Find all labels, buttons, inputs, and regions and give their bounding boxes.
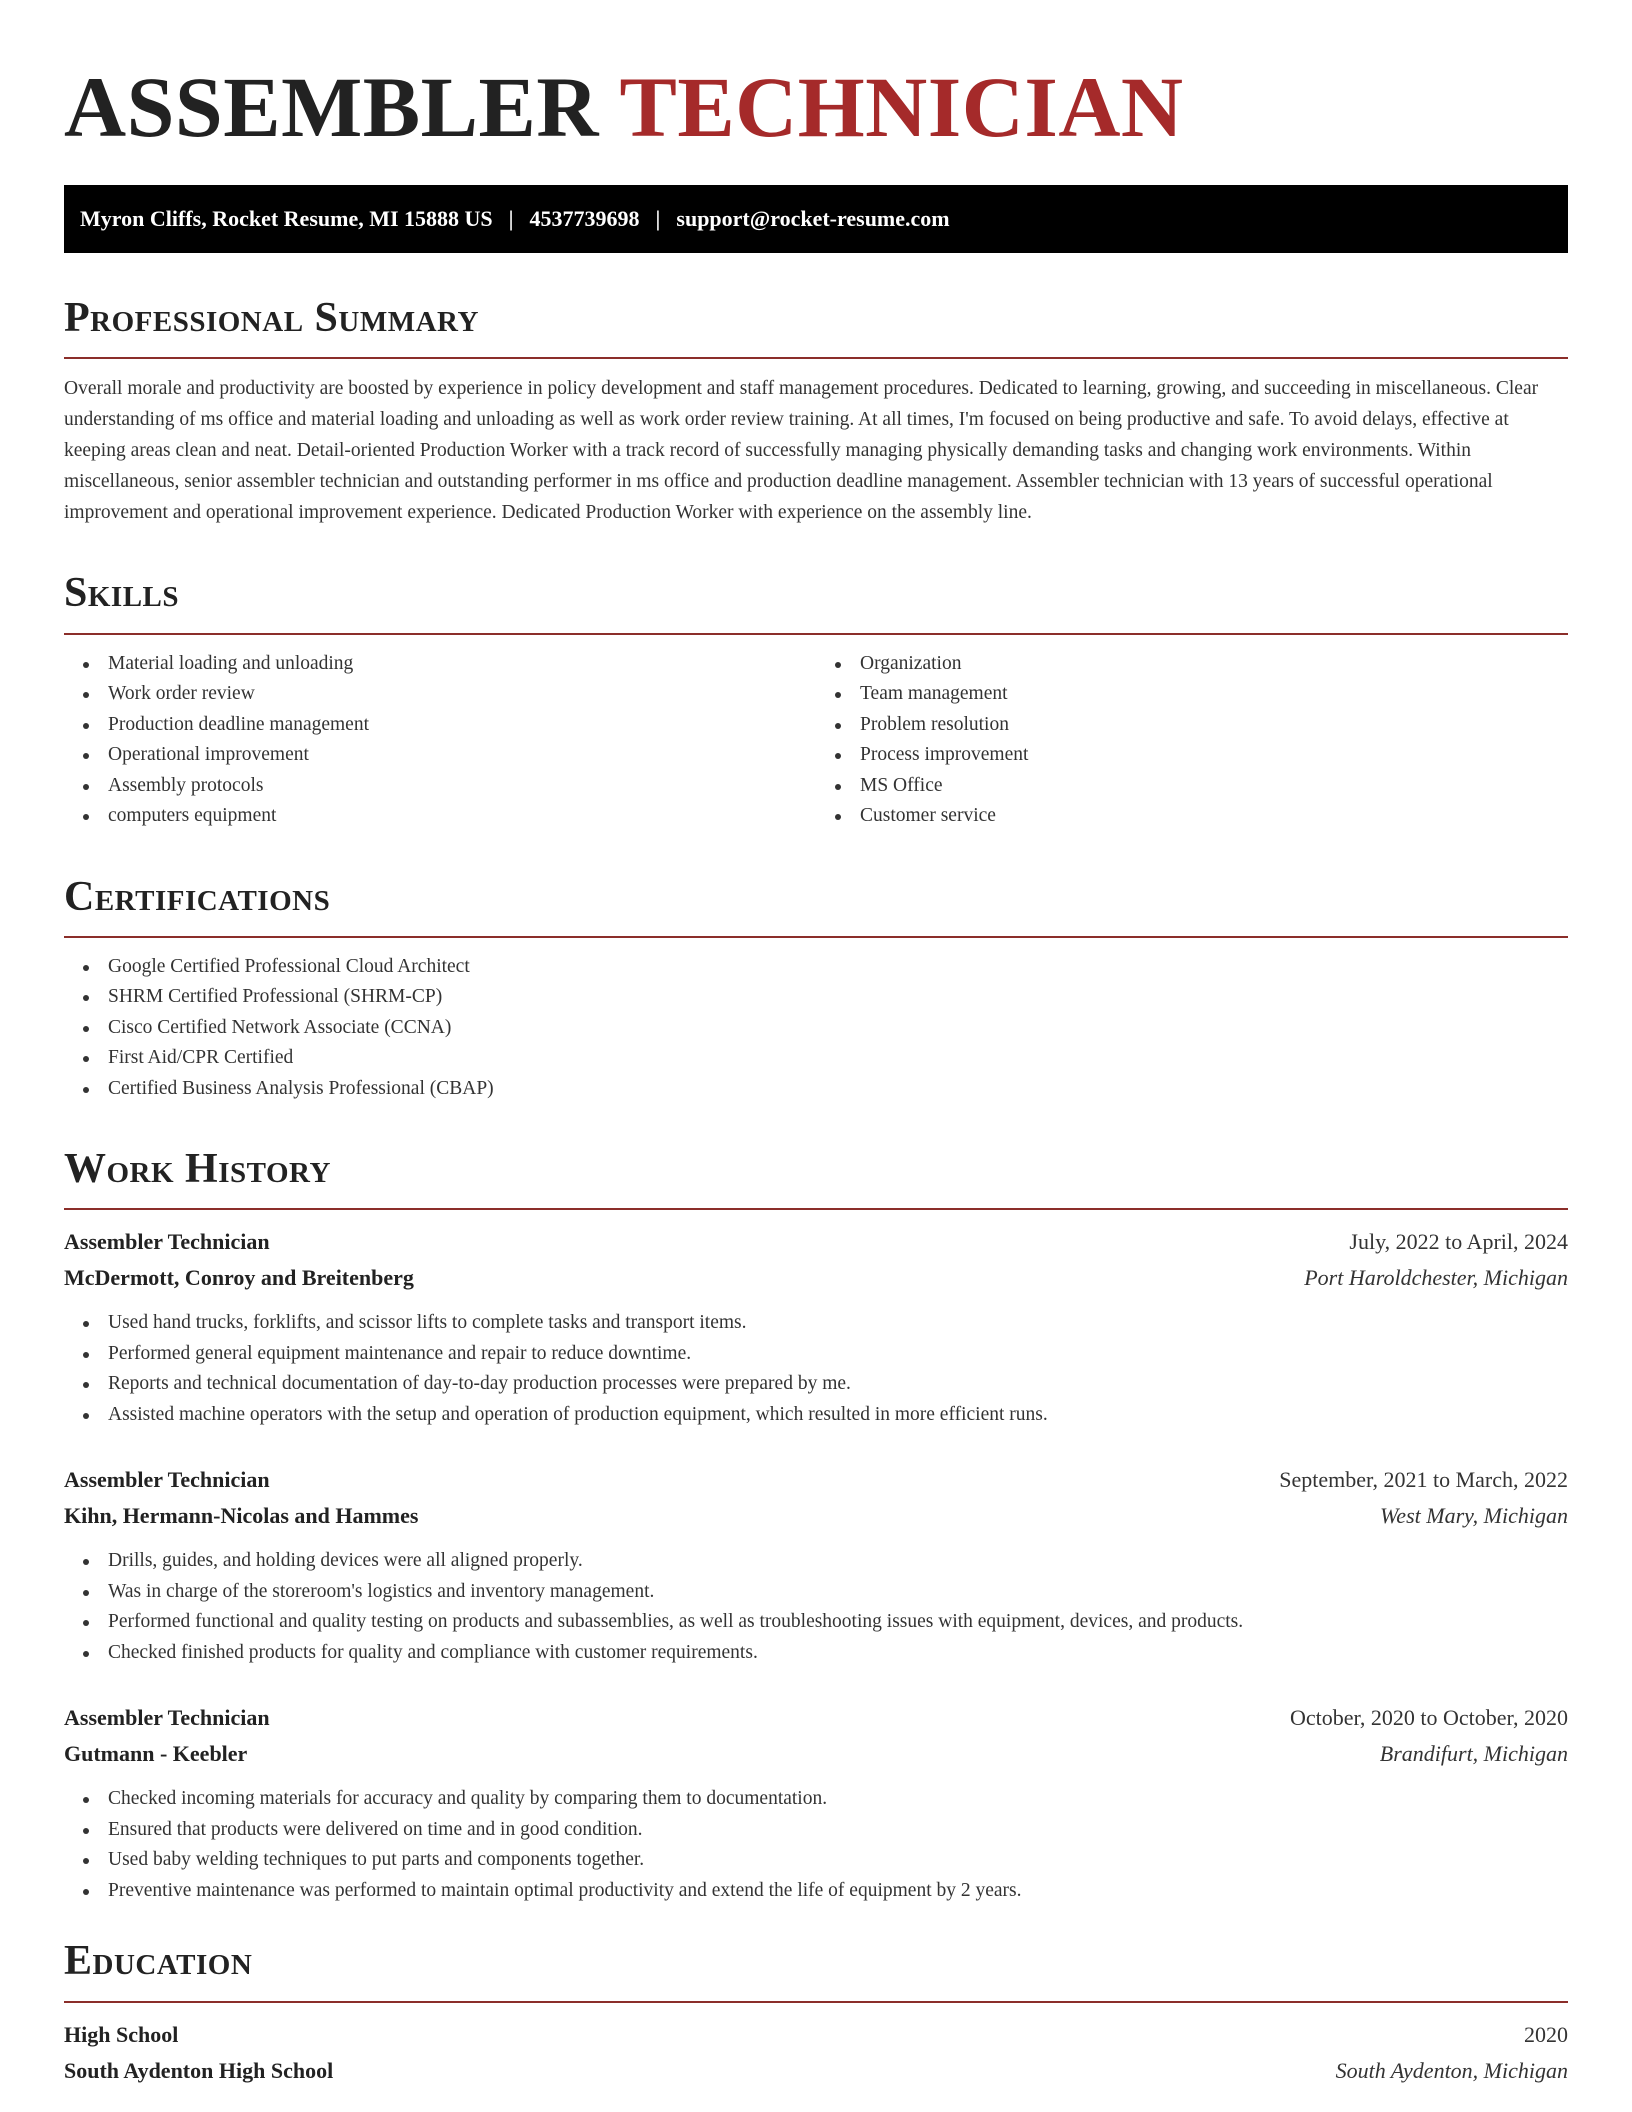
education-location: South Aydenton, Michigan	[1335, 2057, 1568, 2083]
certification-item: Cisco Certified Network Associate (CCNA)	[108, 1013, 1568, 1044]
skill-item: MS Office	[860, 771, 1568, 802]
job-location: Port Haroldchester, Michigan	[1304, 1265, 1568, 1291]
skill-item: Organization	[860, 649, 1568, 680]
job-location: West Mary, Michigan	[1380, 1503, 1568, 1529]
skill-item: Assembly protocols	[108, 771, 816, 802]
contact-email: support@rocket-resume.com	[676, 206, 950, 232]
education-year: 2020	[1524, 2021, 1568, 2047]
work-history-heading: Work History	[64, 1146, 331, 1193]
name-last: TECHNICIAN	[619, 59, 1184, 155]
job-header-row	[64, 1700, 1568, 1736]
skill-item: Customer service	[860, 801, 1568, 832]
job-company-row	[64, 1498, 1568, 1534]
certification-item: First Aid/CPR Certified	[108, 1043, 1568, 1074]
skill-item: Operational improvement	[108, 740, 816, 771]
job-entry	[64, 1700, 1568, 1906]
job-duty: Performed functional and quality testing on products and subassemblies, as well as troubleshooting issues with equipment, devices, and products.	[108, 1607, 1568, 1638]
job-company: Gutmann - Keebler	[64, 1741, 248, 1767]
certification-item: SHRM Certified Professional (SHRM-CP)	[108, 982, 1568, 1013]
job-entry	[64, 1224, 1568, 1430]
skill-item: Problem resolution	[860, 710, 1568, 741]
education-school-row	[64, 2053, 1568, 2089]
job-duty: Checked finished products for quality and compliance with customer requirements.	[108, 1638, 1568, 1669]
section-divider	[64, 1208, 1568, 1210]
name-first: ASSEMBLER	[64, 59, 599, 155]
resume-name	[64, 56, 1568, 159]
contact-address: Myron Cliffs, Rocket Resume, MI 15888 US	[80, 206, 493, 232]
certification-item: Google Certified Professional Cloud Architect	[108, 952, 1568, 983]
skills-columns	[64, 649, 1568, 832]
section-divider	[64, 936, 1568, 938]
section-divider	[64, 2001, 1568, 2003]
skill-item: Team management	[860, 679, 1568, 710]
certification-item: Certified Business Analysis Professional (CBAP)	[108, 1074, 1568, 1105]
certifications-heading: Certifications	[64, 873, 331, 920]
contact-separator: |	[655, 206, 661, 232]
job-company-row	[64, 1260, 1568, 1296]
contact-bar	[64, 185, 1568, 253]
section-divider	[64, 357, 1568, 359]
job-title: Assembler Technician	[64, 1229, 270, 1255]
job-duties	[64, 1546, 1568, 1668]
job-duty: Used baby welding techniques to put parts and components together.	[108, 1845, 1568, 1876]
education-row	[64, 2017, 1568, 2053]
skills-list-right	[816, 649, 1568, 832]
job-dates: July, 2022 to April, 2024	[1349, 1229, 1568, 1255]
certifications-section	[64, 874, 1568, 1105]
skill-item: Work order review	[108, 679, 816, 710]
skill-item: Production deadline management	[108, 710, 816, 741]
job-company: McDermott, Conroy and Breitenberg	[64, 1265, 414, 1291]
skills-list-left	[64, 649, 816, 832]
job-company-row	[64, 1736, 1568, 1772]
job-duty: Was in charge of the storeroom's logistics and inventory management.	[108, 1577, 1568, 1608]
job-duty: Preventive maintenance was performed to maintain optimal productivity and extend the life of equipment by 2 years.	[108, 1876, 1568, 1907]
skill-item: computers equipment	[108, 801, 816, 832]
job-duty: Drills, guides, and holding devices were all aligned properly.	[108, 1546, 1568, 1577]
certifications-list	[64, 952, 1568, 1105]
job-dates: October, 2020 to October, 2020	[1289, 1705, 1568, 1731]
job-title: Assembler Technician	[64, 1467, 270, 1493]
skill-item: Process improvement	[860, 740, 1568, 771]
job-duty: Checked incoming materials for accuracy and quality by comparing them to documentation.	[108, 1784, 1568, 1815]
job-duties	[64, 1784, 1568, 1906]
education-school: South Aydenton High School	[64, 2057, 334, 2083]
job-title: Assembler Technician	[64, 1705, 270, 1731]
job-header-row	[64, 1224, 1568, 1260]
job-dates: September, 2021 to March, 2022	[1279, 1467, 1568, 1493]
education-heading: Education	[64, 1938, 253, 1985]
job-entry	[64, 1462, 1568, 1668]
job-duty: Assisted machine operators with the setup and operation of production equipment, which resulted in more efficient runs.	[108, 1400, 1568, 1431]
work-history-section	[64, 1146, 1568, 1906]
job-duty: Ensured that products were delivered on time and in good condition.	[108, 1815, 1568, 1846]
skills-section	[64, 570, 1568, 831]
job-duty: Reports and technical documentation of day-to-day production processes were prepared by me.	[108, 1369, 1568, 1400]
job-location: Brandifurt, Michigan	[1379, 1741, 1568, 1767]
job-company: Kihn, Hermann-Nicolas and Hammes	[64, 1503, 419, 1529]
skills-heading: Skills	[64, 570, 180, 617]
contact-phone: 4537739698	[529, 206, 640, 232]
section-divider	[64, 633, 1568, 635]
summary-section	[64, 295, 1568, 528]
skill-item: Material loading and unloading	[108, 649, 816, 680]
job-duty: Used hand trucks, forklifts, and scissor lifts to complete tasks and transport items.	[108, 1308, 1568, 1339]
contact-separator: |	[508, 206, 514, 232]
education-section	[64, 1938, 1568, 2088]
job-duties	[64, 1308, 1568, 1430]
job-duty: Performed general equipment maintenance and repair to reduce downtime.	[108, 1339, 1568, 1370]
summary-text: Overall morale and productivity are boosted by experience in policy development and staff management procedures. Dedicated to learning, growing, and succeeding in miscellaneous. Clear understanding of ms office and material loading and unloading as well as work order review training. At all times, I'm focused on being productive and safe. To avoid delays, effective at keeping areas clean and neat. Detail-oriented Production Worker with a track record of successfully managing physically demanding tasks and changing work environments. Within miscellaneous, senior assembler technician and outstanding performer in ms office and production deadline management. Assembler technician with 13 years of successful operational improvement and operational improvement experience. Dedicated Production Worker with experience on the assembly line.	[64, 378, 1539, 524]
summary-heading: Professional Summary	[64, 295, 479, 342]
education-degree: High School	[64, 2021, 179, 2047]
job-header-row	[64, 1462, 1568, 1498]
